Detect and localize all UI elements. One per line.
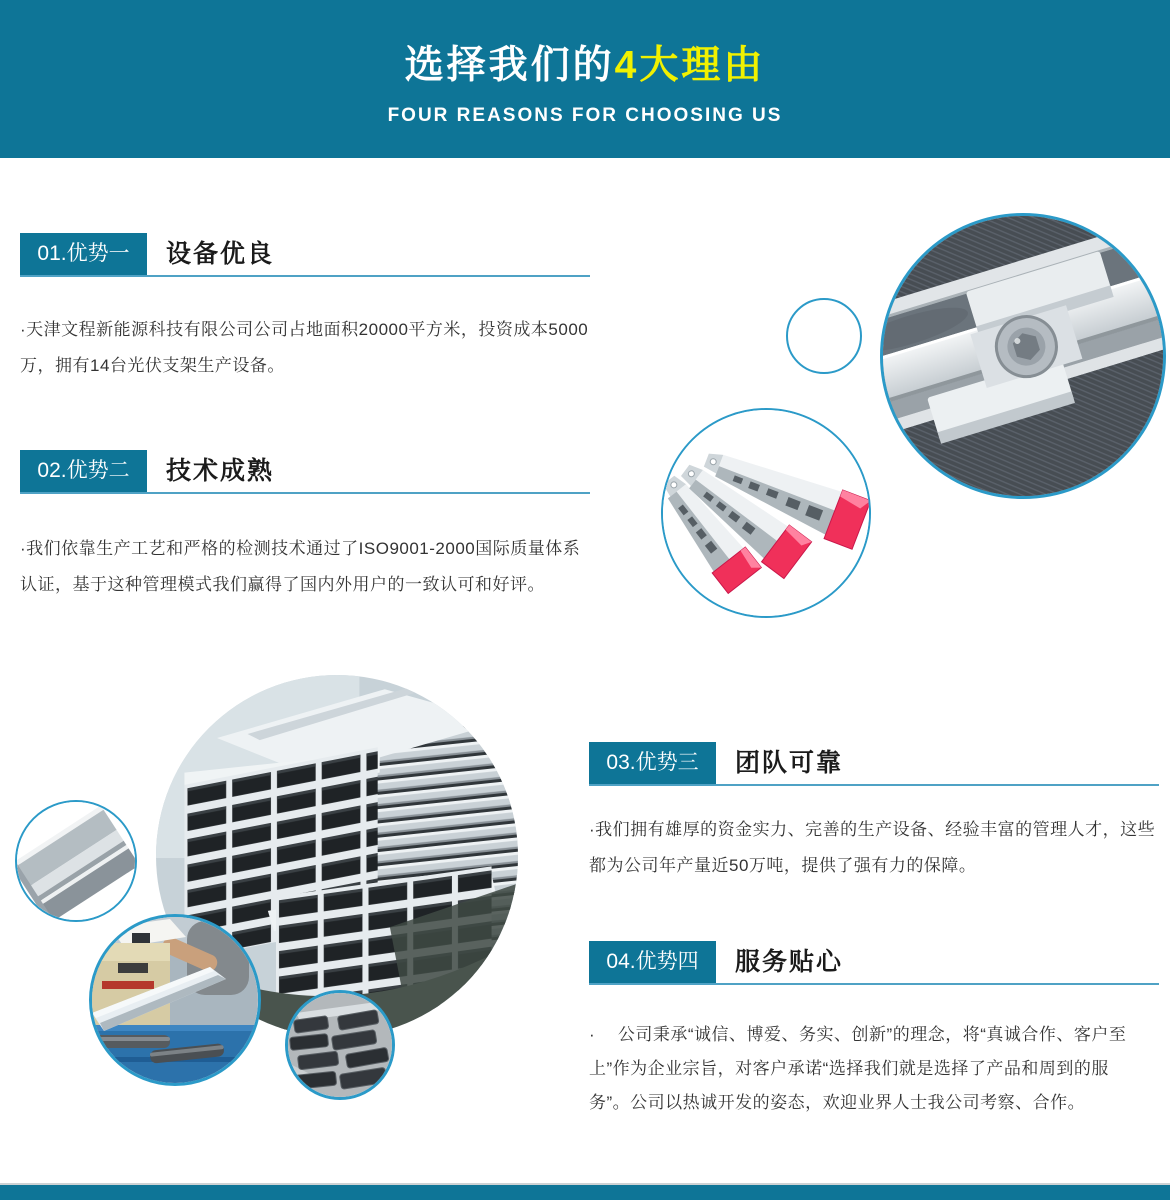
advantage-3-underline — [589, 784, 1159, 786]
advantage-1-badge: 01.优势一 — [20, 233, 147, 275]
advantage-2-body — [20, 531, 580, 603]
bending-machine-photo — [89, 914, 261, 1086]
advantage-2-badge: 02.优势二 — [20, 450, 147, 492]
body-line: 万，拥有14台光伏支架生产设备。 — [20, 356, 285, 375]
footer-band — [0, 1185, 1170, 1200]
advantage-4-body — [589, 1018, 1126, 1120]
angle-bars-photo — [661, 408, 871, 618]
body-line: ·我们依靠生产工艺和严格的检测技术通过了ISO9001-2000国际质量体系 — [20, 539, 581, 558]
advantage-2-underline — [20, 492, 590, 494]
body-line: 上”作为企业宗旨，对客户承诺“选择我们就是选择了产品和周到的服 — [589, 1059, 1109, 1078]
advantage-4-title: 服务贴心 — [735, 948, 844, 976]
advantage-3-body — [589, 812, 1155, 884]
advantage-1-body — [20, 312, 588, 384]
u-channel-photo — [15, 800, 137, 922]
solar-clamp-photo — [880, 213, 1166, 499]
advantage-4-badge: 04.优势四 — [589, 941, 716, 983]
hero-banner — [0, 0, 1170, 158]
page-title-white: 选择我们的 — [404, 44, 615, 87]
body-line: ·我们拥有雄厚的资金实力、完善的生产设备、经验丰富的管理人才，这些 — [589, 820, 1156, 839]
accent-circle — [786, 298, 862, 374]
advantage-3-title: 团队可靠 — [735, 749, 844, 777]
advantage-1-title: 设备优良 — [166, 240, 275, 268]
page-subtitle: FOUR REASONS FOR CHOOSING US — [387, 105, 783, 126]
body-line: 务”。公司以热诚开发的姿态，欢迎业界人士我公司考察、合作。 — [589, 1093, 1086, 1112]
advantage-3-badge: 03.优势三 — [589, 742, 716, 784]
advantage-2-title: 技术成熟 — [166, 457, 275, 485]
stacked-castings-photo — [285, 990, 395, 1100]
body-line: · 公司秉承“诚信、博爱、务实、创新”的理念，将“真诚合作、客户至 — [589, 1025, 1127, 1044]
advantage-4-underline — [589, 983, 1159, 985]
advantage-1-underline — [20, 275, 590, 277]
body-line: 都为公司年产量近50万吨，提供了强有力的保障。 — [589, 856, 977, 875]
page-title-yellow: 4大理由 — [614, 44, 766, 87]
body-line: 认证，基于这种管理模式我们赢得了国内外用户的一致认可和好评。 — [20, 575, 545, 594]
page-title — [0, 42, 1170, 90]
body-line: ·天津文程新能源科技有限公司公司占地面积20000平方米，投资成本5000 — [20, 320, 589, 339]
